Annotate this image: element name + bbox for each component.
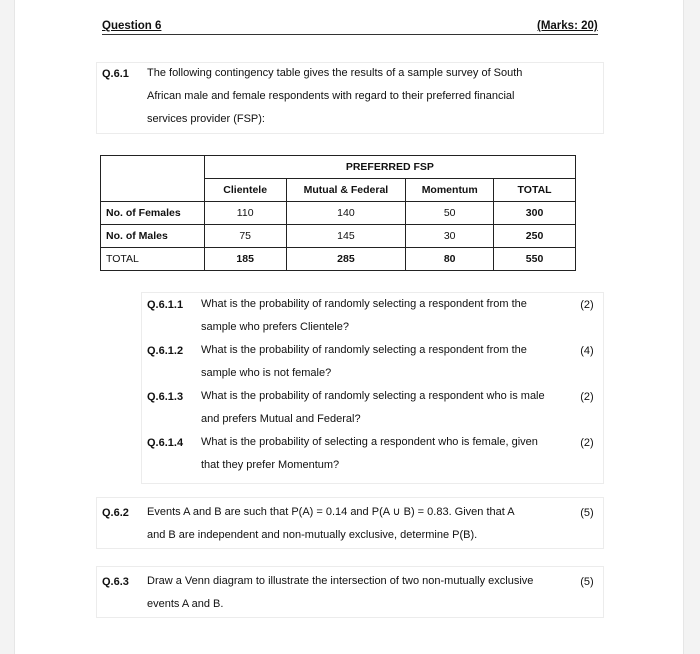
subq-line: sample who is not female? <box>201 367 332 379</box>
table-row <box>101 248 576 271</box>
column-header: Momentum <box>406 179 494 202</box>
subq-number: Q.6.1.1 <box>147 299 184 311</box>
subq-marks: (2) <box>580 437 594 449</box>
q2-line: and B are independent and non-mutually exclusive, determine P(B). <box>147 529 478 541</box>
table-column-row <box>101 179 576 202</box>
q1-number: Q.6.1 <box>102 68 129 80</box>
table-cell: 185 <box>204 248 286 271</box>
table-cell: 80 <box>406 248 494 271</box>
q2-line: Events A and B are such that P(A) = 0.14 and P(A ∪ B) = 0.83. Given that A <box>147 506 515 518</box>
subq-text <box>201 293 527 339</box>
subq-text <box>201 385 545 431</box>
column-header: Mutual & Federal <box>286 179 406 202</box>
subq-line: and prefers Mutual and Federal? <box>201 413 361 425</box>
table-cell: 75 <box>204 225 286 248</box>
table-cell: 50 <box>406 202 494 225</box>
header-rule <box>102 34 598 35</box>
q3-line: events A and B. <box>147 598 224 610</box>
table-row <box>101 202 576 225</box>
question-title: Question 6 <box>102 20 162 32</box>
group-header: PREFERRED FSP <box>204 156 575 179</box>
q2-number: Q.6.2 <box>102 507 129 519</box>
subq-line: that they prefer Momentum? <box>201 459 340 471</box>
question-marks: (Marks: 20) <box>537 20 598 32</box>
subq-marks: (4) <box>580 345 594 357</box>
table-cell: 140 <box>286 202 406 225</box>
table-cell: 110 <box>204 202 286 225</box>
q3-line: Draw a Venn diagram to illustrate the intersection of two non-mutually exclusive <box>147 575 534 587</box>
table-cell: 30 <box>406 225 494 248</box>
table-corner-cell <box>101 156 205 179</box>
subq-line: What is the probability of randomly selecting a respondent from the <box>201 298 527 310</box>
subq-number: Q.6.1.3 <box>147 391 184 403</box>
subq-line: sample who prefers Clientele? <box>201 321 349 333</box>
subq-line: What is the probability of randomly selecting a respondent from the <box>201 344 527 356</box>
column-header: TOTAL <box>494 179 576 202</box>
table-row <box>101 225 576 248</box>
row-label: TOTAL <box>101 248 205 271</box>
subq-text <box>201 339 527 385</box>
subq-line: What is the probability of selecting a respondent who is female, given <box>201 436 538 448</box>
subq-number: Q.6.1.2 <box>147 345 184 357</box>
q1-line: services provider (FSP): <box>147 113 265 125</box>
subq-number: Q.6.1.4 <box>147 437 184 449</box>
q2-marks: (5) <box>580 507 594 519</box>
table-cell: 285 <box>286 248 406 271</box>
q3-number: Q.6.3 <box>102 576 129 588</box>
subq-marks: (2) <box>580 299 594 311</box>
table-corner-cell <box>101 179 205 202</box>
subq-line: What is the probability of randomly selecting a respondent who is male <box>201 390 545 402</box>
q3-marks: (5) <box>580 576 594 588</box>
table-cell: 550 <box>494 248 576 271</box>
table-cell: 300 <box>494 202 576 225</box>
column-header: Clientele <box>204 179 286 202</box>
row-label: No. of Females <box>101 202 205 225</box>
q3-text <box>147 570 533 616</box>
table-cell: 145 <box>286 225 406 248</box>
q1-line: African male and female respondents with regard to their preferred financial <box>147 90 515 102</box>
q1-line: The following contingency table gives the results of a sample survey of South <box>147 67 523 79</box>
row-label: No. of Males <box>101 225 205 248</box>
subq-text <box>201 431 538 477</box>
subq-marks: (2) <box>580 391 594 403</box>
q1-text <box>147 62 522 131</box>
table-header-row <box>101 156 576 179</box>
contingency-table <box>100 155 576 271</box>
table-cell: 250 <box>494 225 576 248</box>
q2-text <box>147 501 515 547</box>
